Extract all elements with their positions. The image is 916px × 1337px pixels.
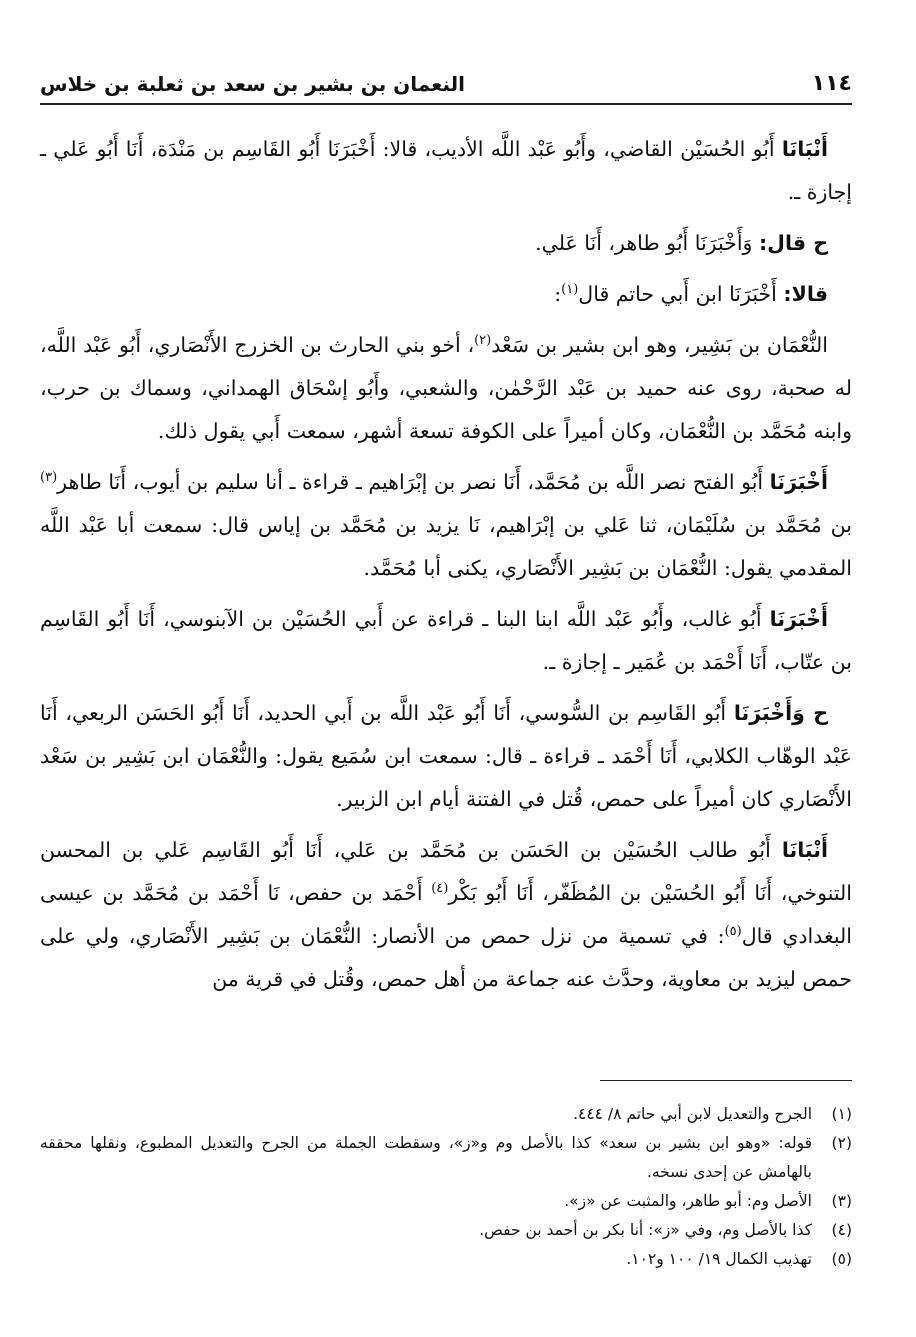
running-title: النعمان بن بشير بن سعد بن ثعلبة بن خلاس	[40, 72, 465, 96]
footnote-ref-4[interactable]: (٤)	[431, 881, 449, 897]
paragraph-6	[40, 598, 852, 684]
footnote-3	[40, 1187, 852, 1216]
footnote-2	[40, 1129, 852, 1187]
footnote-text: قوله: «وهو ابن بشير بن سعد» كذا بالأصل وم و«ز»، وسقطت الجملة من الجرح والتعديل المطبوع، ونقلها محققه بالهامش عن إحدى نسخه.	[40, 1134, 812, 1181]
paragraph-text: أَبُو طالب الحُسَيْن بن الحَسَن بن مُحَمَّد بن عَلي، أَنَا أَبُو القَاسِم عَلي بن المحسن التنوخي، أَنَا أَبُو الحُسَيْن بن المُظَفّر، أَنَا أَبُو بَكْر	[40, 838, 853, 905]
footnote-ref-3[interactable]: (٣)	[40, 470, 58, 486]
footnote-ref-5[interactable]: (٥)	[724, 924, 742, 940]
footnote-number: (٢)	[831, 1134, 852, 1152]
paragraph-text: :	[554, 282, 562, 306]
paragraph-text: أَبُو غالب، وأَبُو عَبْد اللَّه ابنا البنا ـ قراءة عن أَبي الحُسَيْن بن الآبنوسي، أَنَا أَبُو القَاسِم بن عتّاب، أَنَا أَحْمَد بن عُمَير ـ إجازة ـ.	[40, 607, 852, 674]
paragraph-text: أَبُو الفتح نصر اللَّه بن مُحَمَّد، أَنَا نصر بن إبْرَاهيم ـ قراءة ـ أنا سليم بن أيوب، أَنَا طاهر	[57, 470, 770, 494]
main-text	[40, 128, 852, 1009]
paragraph-text: بن مُحَمَّد بن سُلَيْمَان، ثنا عَلي بن إبْرَاهيم، نَا يزيد بن مُحَمَّد بن إياس قال: سمعت أبا عَبْد اللَّه المقدمي يقول: النُّعْمَان بن بَشِير الأَنْصَاري، يكنى أبا مُحَمَّد.	[40, 513, 852, 580]
running-header	[40, 56, 852, 96]
footnote-number: (٣)	[831, 1192, 852, 1210]
paragraph-text: أَبُو القَاسِم بن السُّوسي، أَنَا أَبُو عَبْد اللَّه بن أَبي الحديد، أَنَا أَبُو الحَسَن الربعي، أَنَا عَبْد الوهّاب الكلابي، أَنَا أَحْمَد ـ قراءة ـ قال: سمعت ابن سُمَيع يقول: والنُّعْمَان ابن بَشِير بن سَعْد الأَنْصَاري كان أميراً على حمص، قُتل في الفتنة أيام ابن الزبير.	[40, 701, 852, 811]
paragraph-1	[40, 128, 852, 214]
lead-word: أَنْبَانَا	[781, 838, 828, 862]
header-rule	[40, 103, 852, 105]
paragraph-4	[40, 324, 852, 453]
paragraph-8	[40, 829, 852, 1001]
lead-word: أَخْبَرَنَا	[769, 470, 828, 494]
paragraph-7	[40, 692, 852, 821]
paragraph-text: النُّعْمَان بن بَشِير، وهو ابن بشير بن سَعْد	[491, 333, 828, 357]
paragraph-text: : في تسمية من نزل حمص من الأنصار: النُّعْمَان بن بَشِير الأَنْصَاري، ولي على حمص ليزيد بن معاوية، وحدَّث عنه جماعة من أهل حمص، وقُتل في قرية من	[40, 924, 852, 991]
footnote-text: الجرح والتعديل لابن أبي حاتم ٨/ ٤٤٤.	[573, 1105, 812, 1123]
footnote-1	[40, 1100, 852, 1129]
paragraph-text: أَبُو الحُسَيْن القاضي، وأَبُو عَبْد اللَّه الأديب، قالا: أَخْبَرَنَا أَبُو القَاسِم بن مَنْدَة، أَنَا أَبُو عَلي ـ إجازة ـ.	[40, 137, 852, 204]
footnote-5	[40, 1245, 852, 1274]
paragraph-text: أَخْبَرَنَا ابن أَبي حاتم قال	[578, 282, 784, 306]
footnote-number: (١)	[831, 1105, 852, 1123]
paragraph-text: ، أخو بني الحارث بن الخزرج الأَنْصَاري، أَبُو عَبْد اللَّه، له صحبة، روى عنه حميد بن عَبْد الرَّحْمٰن، والشعبي، وأَبُو إسْحَاق الهمداني، وسماك بن حرب، وابنه مُحَمَّد بن النُّعْمَان، وكان أميراً على الكوفة تسعة أشهر، سمعت أَبي يقول ذلك.	[40, 333, 852, 443]
footnote-number: (٤)	[831, 1221, 852, 1239]
lead-word: ح قال:	[758, 231, 828, 255]
page-number: ١١٤	[811, 71, 852, 96]
paragraph-5	[40, 461, 852, 590]
paragraph-3	[40, 273, 852, 316]
lead-word: ح وَأَخْبَرَنَا	[733, 701, 828, 725]
paragraph-2	[40, 222, 852, 265]
paragraph-text: أَحْمَد بن حفص، نَا أَحْمَد بن مُحَمَّد بن عيسى البغدادي قال	[40, 881, 852, 948]
footnote-text: الأصل وم: أبو طاهر، والمثبت عن «ز».	[564, 1192, 812, 1210]
footnote-rule	[600, 1080, 852, 1081]
footnote-ref-1[interactable]: (١)	[561, 282, 579, 298]
footnote-number: (٥)	[831, 1250, 852, 1268]
footnote-text: تهذيب الكمال ١٩/ ١٠٠ و١٠٢.	[626, 1250, 812, 1268]
footnote-4	[40, 1216, 852, 1245]
lead-word: قالا:	[783, 282, 828, 306]
footnotes	[40, 1100, 852, 1274]
lead-word: أَخْبَرَنَا	[769, 607, 828, 631]
footnote-text: كذا بالأصل وم، وفي «ز»: أنا بكر بن أحمد بن حفص.	[479, 1221, 812, 1239]
lead-word: أَنْبَانَا	[781, 137, 828, 161]
paragraph-text: وَأَخْبَرَنَا أَبُو طاهر، أَنَا عَلي.	[535, 231, 759, 255]
footnote-ref-2[interactable]: (٢)	[474, 333, 492, 349]
